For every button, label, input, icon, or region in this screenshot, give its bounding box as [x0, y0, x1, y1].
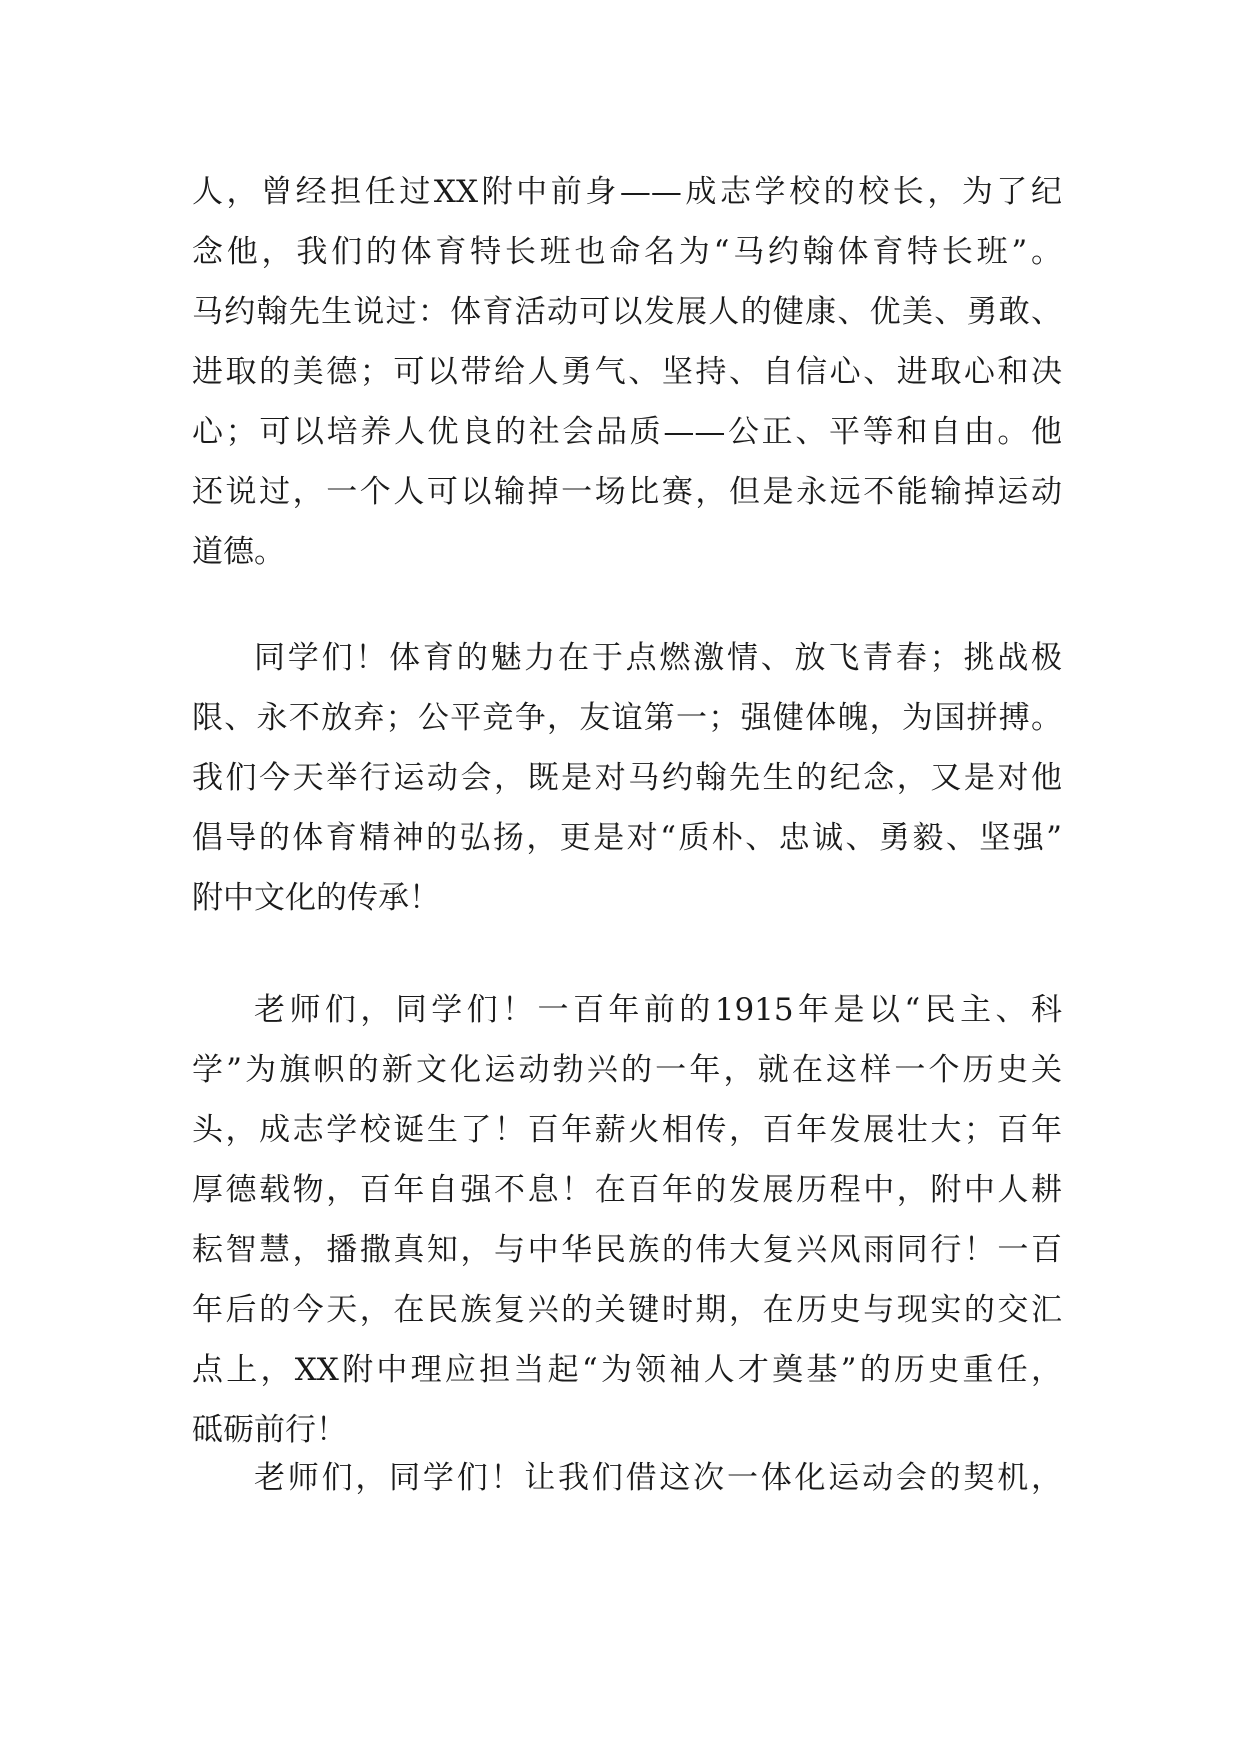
- paragraph-2: [192, 628, 1062, 928]
- paragraph-line: 老师们，同学们！一百年前的1915年是以“民主、科: [254, 992, 1062, 1028]
- paragraph-line: 老师们，同学们！让我们借这次一体化运动会的契机，: [254, 1460, 1062, 1496]
- paragraph-line: 附中文化的传承！: [192, 880, 440, 916]
- paragraph-line: 耘智慧，播撒真知，与中华民族的伟大复兴风雨同行！一百: [192, 1232, 1062, 1268]
- paragraph-line: 厚德载物，百年自强不息！在百年的发展历程中，附中人耕: [192, 1172, 1062, 1208]
- paragraph-line: 我们今天举行运动会，既是对马约翰先生的纪念，又是对他: [192, 760, 1062, 796]
- paragraph-line: 限、永不放弃；公平竞争，友谊第一；强健体魄，为国拼搏。: [192, 700, 1062, 736]
- paragraph-line: 点上，XX附中理应担当起“为领袖人才奠基”的历史重任，: [192, 1352, 1062, 1388]
- paragraph-line: 道德。: [192, 534, 285, 570]
- paragraph-line: 头，成志学校诞生了！百年薪火相传，百年发展壮大；百年: [192, 1112, 1062, 1148]
- paragraph-line: 心；可以培养人优良的社会品质——公正、平等和自由。他: [192, 414, 1062, 450]
- paragraph-line: 马约翰先生说过：体育活动可以发展人的健康、优美、勇敢、: [192, 294, 1062, 330]
- paragraph-line: 人，曾经担任过XX附中前身——成志学校的校长，为了纪: [192, 174, 1062, 210]
- paragraph-1: [192, 162, 1062, 582]
- paragraph-line: 倡导的体育精神的弘扬，更是对“质朴、忠诚、勇毅、坚强”: [192, 820, 1062, 856]
- paragraph-line: 念他，我们的体育特长班也命名为“马约翰体育特长班”。: [192, 234, 1062, 270]
- paragraph-line: 还说过，一个人可以输掉一场比赛，但是永远不能输掉运动: [192, 474, 1062, 510]
- paragraph-line: 学”为旗帜的新文化运动勃兴的一年，就在这样一个历史关: [192, 1052, 1062, 1088]
- paragraph-3: [192, 980, 1062, 1460]
- paragraph-line: 砥砺前行！: [192, 1412, 347, 1448]
- paragraph-4: [192, 1448, 1062, 1508]
- paragraph-line: 同学们！体育的魅力在于点燃激情、放飞青春；挑战极: [254, 640, 1062, 676]
- paragraph-line: 进取的美德；可以带给人勇气、坚持、自信心、进取心和决: [192, 354, 1062, 390]
- paragraph-line: 年后的今天，在民族复兴的关键时期，在历史与现实的交汇: [192, 1292, 1062, 1328]
